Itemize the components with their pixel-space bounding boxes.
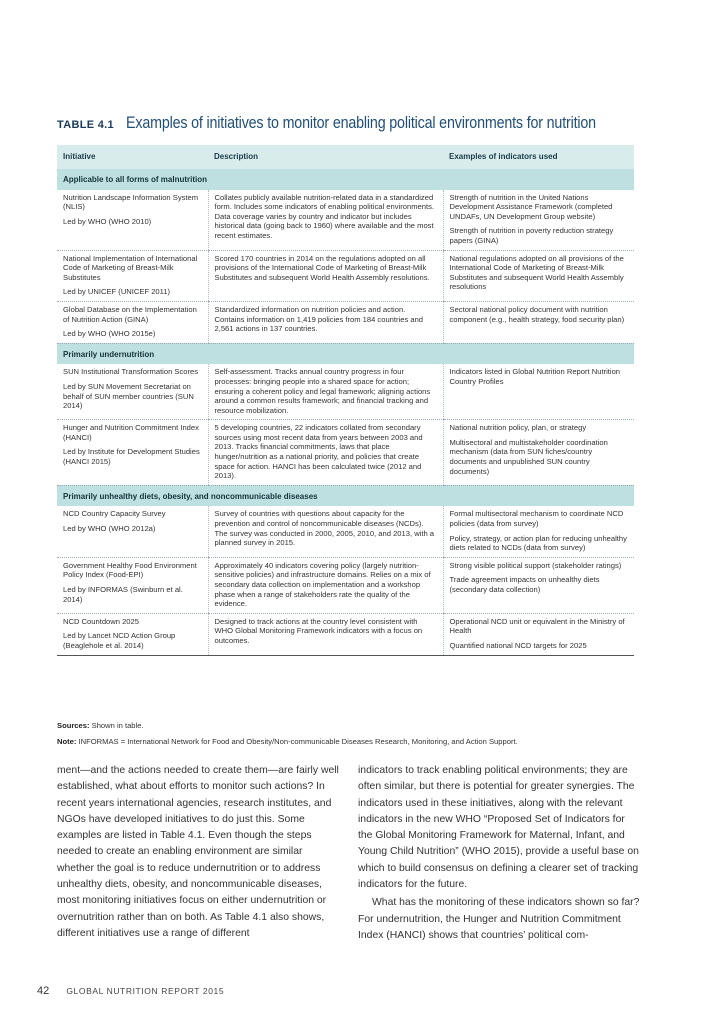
description-cell xyxy=(208,506,443,557)
body-column-left xyxy=(57,763,339,942)
table-row xyxy=(57,613,634,655)
initiative-name: Global Database on the Implementation of Nutrition Action (GINA) xyxy=(63,304,197,324)
indicator-text: Strength of nutrition in the United Nations Development Assistance Framework (completed UNDAFs, UN Development Group website) xyxy=(449,192,613,221)
initiative-cell xyxy=(57,364,208,419)
table-note xyxy=(57,737,518,746)
initiative-cell xyxy=(57,420,208,486)
initiative-cell xyxy=(57,301,208,343)
initiative-name: NCD Country Capacity Survey xyxy=(63,509,166,519)
description-text: Designed to track actions at the country level consistent with WHO Global Monitoring Framework indicators with a focus on outcomes. xyxy=(214,616,423,645)
table-number: TABLE 4.1 xyxy=(57,119,114,131)
indicator-text: Sectoral national policy document with nutrition component (e.g., health strategy, food security plan) xyxy=(449,304,625,324)
indicators-cell xyxy=(443,420,634,486)
initiative-cell xyxy=(57,613,208,655)
table-header-row xyxy=(57,145,634,169)
initiatives-table xyxy=(57,145,634,656)
note-label: Note: xyxy=(57,737,77,746)
indicators-cell xyxy=(443,250,634,301)
description-cell xyxy=(208,420,443,486)
indicator-text: Trade agreement impacts on unhealthy diets (secondary data collection) xyxy=(449,575,600,594)
page-footer xyxy=(37,985,224,997)
page-number: 42 xyxy=(37,985,50,997)
section-row xyxy=(57,485,634,506)
description-cell xyxy=(208,190,443,250)
initiative-lead: Led by WHO (WHO 2010) xyxy=(63,216,152,226)
initiative-lead: Led by UNICEF (UNICEF 2011) xyxy=(63,287,171,297)
table-title xyxy=(57,113,677,137)
description-text: Scored 170 countries in 2014 on the regulations adopted on all provisions of the International Code of Marketing of Breast-Milk Substitutes and subsequent World Health Assembly resolutions. xyxy=(214,253,430,282)
indicator-text: Formal multisectoral mechanism to coordinate NCD policies (data from survey) xyxy=(449,509,624,529)
initiative-lead: Led by WHO (WHO 2012a) xyxy=(63,524,156,534)
initiative-lead: Led by Lancet NCD Action Group (Beaglehole et al. 2014) xyxy=(63,631,176,650)
table-row xyxy=(57,420,634,486)
indicator-text: Strong visible political support (stakeholder ratings) xyxy=(449,560,622,570)
indicator-text: Quantified national NCD targets for 2025 xyxy=(449,640,587,650)
initiative-name: SUN Institutional Transformation Scores xyxy=(63,367,199,377)
description-text: Self-assessment. Tracks annual country progress in four processes: bringing people into a shared space for action; ensuring a coherent policy and legal framework; aligning actions around a common results framework; and financial tracking and resource mobilization. xyxy=(214,367,431,415)
body-column-right xyxy=(358,763,640,944)
indicator-text: Strength of nutrition in poverty reduction strategy papers (GINA) xyxy=(449,226,614,245)
table-caption: Examples of initiatives to monitor enabling political environments for nutrition xyxy=(125,113,596,132)
description-cell xyxy=(208,250,443,301)
indicator-text: National regulations adopted on all provisions of the International Code of Marketing of Breast-Milk Substitutes and subsequent World Health Assembly resolutions xyxy=(449,253,624,292)
description-text: Standardized information on nutrition policies and action. Contains information on 1,419 policies from 184 countries and 2,561 actions in 137 countries. xyxy=(214,304,424,334)
publication-name: GLOBAL NUTRITION REPORT 2015 xyxy=(66,986,225,996)
section-heading: Primarily unhealthy diets, obesity, and noncommunicable diseases xyxy=(57,485,634,506)
indicators-cell xyxy=(443,190,634,250)
table-row xyxy=(57,250,634,301)
description-cell xyxy=(208,613,443,655)
initiative-name: Government Healthy Food Environment Policy Index (Food-EPI) xyxy=(63,560,197,580)
sources-label: Sources: xyxy=(57,721,90,730)
table-row xyxy=(57,364,634,419)
section-heading: Primarily undernutrition xyxy=(57,343,634,364)
indicator-text: National nutrition policy, plan, or strategy xyxy=(449,423,587,433)
body-paragraph: What has the monitoring of these indicators shown so far? For undernutrition, the Hunger and Nutrition Commitment Index (HANCI) shows that countries’ political com- xyxy=(358,897,640,941)
indicators-cell xyxy=(443,364,634,419)
section-heading: Applicable to all forms of malnutrition xyxy=(57,169,634,190)
indicator-text: Policy, strategy, or action plan for reducing unhealthy diets related to NCDs (data from survey) xyxy=(449,533,627,553)
table-row xyxy=(57,190,634,250)
body-paragraph: ment—and the actions needed to create them—are fairly well established, what about efforts to monitor such actions? In recent years international agencies, research institutes, and NGOs have developed initiatives to do just this. Some examples are listed in Table 4.1. Even though the steps needed to create an enabling environment are similar whether the goal is to reduce undernutrition or to address unhealthy diets, obesity, and noncommunicable diseases, most monitoring initiatives focus on either undernutrition or overnutrition rather than on both. As Table 4.1 also shows, different initiatives use a range of different xyxy=(57,765,339,939)
indicators-cell xyxy=(443,506,634,557)
section-row xyxy=(57,343,634,364)
initiative-cell xyxy=(57,250,208,301)
initiative-lead: Led by SUN Movement Secretariat on behalf of SUN member countries (SUN 2014) xyxy=(63,381,194,411)
initiative-cell xyxy=(57,557,208,613)
header-description: Description xyxy=(208,145,443,169)
indicators-cell xyxy=(443,613,634,655)
table-row xyxy=(57,557,634,613)
initiative-lead: Led by INFORMAS (Swinburn et al. 2014) xyxy=(63,585,183,604)
description-cell xyxy=(208,364,443,419)
sources-text: Shown in table. xyxy=(91,721,144,730)
indicator-text: Operational NCD unit or equivalent in the Ministry of Health xyxy=(449,616,625,636)
initiative-cell xyxy=(57,190,208,250)
header-initiative: Initiative xyxy=(57,145,208,169)
description-text: Approximately 40 indicators covering policy (largely nutrition-sensitive policies) and infrastructure domains. Relies on a mix of secondary data collection on implementation and a workshop phase when a range of stakeholders rate the quality of the evidence. xyxy=(214,560,431,609)
initiative-name: Nutrition Landscape Information System (NLIS) xyxy=(63,192,199,212)
note-text: INFORMAS = International Network for Food and Obesity/Non-communicable Diseases Research, Monitoring, and Action Support. xyxy=(78,737,518,746)
indicator-text: Multisectoral and multistakeholder coordination mechanism (data from SUN fiches/country documents and unpublished SUN country documents) xyxy=(449,437,608,476)
indicator-text: Indicators listed in Global Nutrition Report Nutrition Country Profiles xyxy=(449,367,621,386)
initiative-lead: Led by WHO (WHO 2015e) xyxy=(63,329,156,339)
initiative-name: National Implementation of International Code of Marketing of Breast-Milk Substitutes xyxy=(63,253,198,282)
table-row xyxy=(57,301,634,343)
indicators-cell xyxy=(443,557,634,613)
indicators-cell xyxy=(443,301,634,343)
description-text: Survey of countries with questions about capacity for the prevention and control of noncommunicable diseases (NCDs). The survey was conducted in 2000, 2005, 2010, and 2013, with a planned survey in 2015. xyxy=(214,509,435,548)
initiative-name: Hunger and Nutrition Commitment Index (HANCI) xyxy=(63,423,199,442)
body-paragraph: indicators to track enabling political environments; they are often similar, but there is potential for greater synergies. The indicators used in these initiatives, along with the relevant indicators in the new WHO “Proposed Set of Indicators for the Global Monitoring Framework for Maternal, Infant, and Young Child Nutrition” (WHO 2015), provide a useful base on which to build consensus on defining a clearer set of tracking indicators for the future. xyxy=(358,765,639,891)
initiative-name: NCD Countdown 2025 xyxy=(63,616,139,626)
description-cell xyxy=(208,557,443,613)
description-text: Collates publicly available nutrition-related data in a standardized form. Includes some indicators of enabling political environments. Data coverage varies by country and indicator but includes historical data (going back to 1960) where available and the most recent estimates. xyxy=(214,192,434,240)
description-text: 5 developing countries, 22 indicators collated from secondary sources using most recent data from years between 2003 and 2013. Tracks financial commitments, laws that place hunger/nutrition as a national priority, and policies that create space for action. HANCI has been calculated twice (2012 and 2013). xyxy=(214,423,423,481)
table-sources xyxy=(57,721,144,730)
initiative-cell xyxy=(57,506,208,557)
initiative-lead: Led by Institute for Development Studies (HANCI 2015) xyxy=(63,447,200,467)
description-cell xyxy=(208,301,443,343)
table-row xyxy=(57,506,634,557)
section-row xyxy=(57,169,634,190)
header-indicators: Examples of indicators used xyxy=(443,145,634,169)
